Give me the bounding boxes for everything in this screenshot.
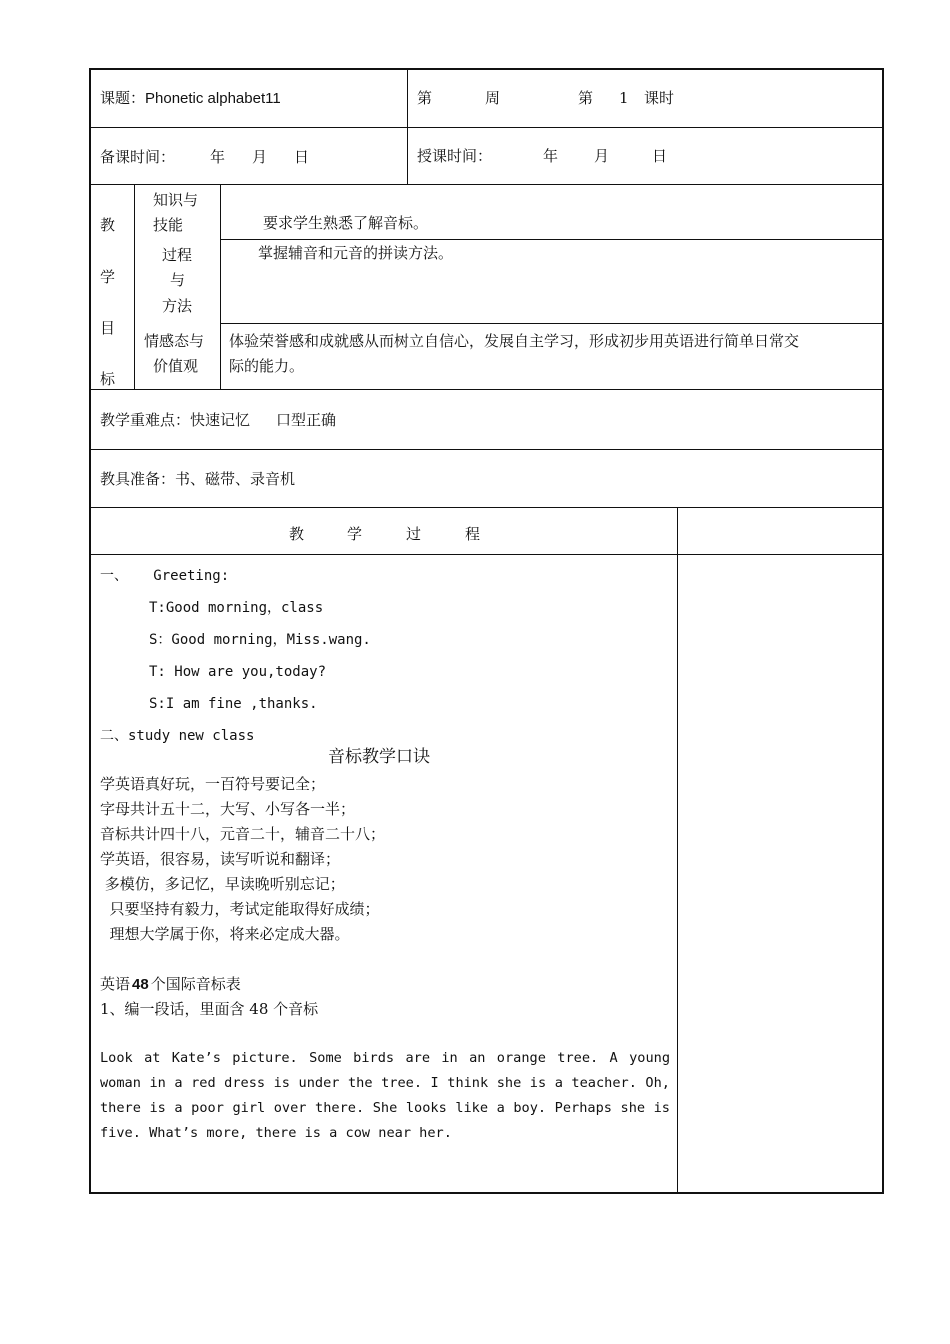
- row-divider: [91, 127, 882, 128]
- col-divider: [134, 184, 135, 389]
- teach-month: 月: [594, 147, 610, 165]
- practice-passage: Look at Kate’s picture. Some birds are in an orange tree. A young woman in a red dress is under the tree. I think she is a teacher. Oh, there is a poor girl over there. She looks like a boy. Perhaps she is five. What’s more, there is a cow near her.: [100, 1050, 670, 1141]
- row-divider: [220, 323, 882, 324]
- prep-year: 年: [210, 148, 226, 166]
- objective-label: 与: [170, 271, 186, 289]
- dialogue-line: S:I am fine ,thanks.: [149, 696, 318, 712]
- topic-value: Phonetic alphabet11: [145, 90, 281, 107]
- prep-month: 月: [252, 148, 268, 166]
- topic-field: [100, 91, 281, 106]
- phonetic-title-number: 48: [132, 976, 149, 993]
- task-line: 1、编一段话，里面含 48 个音标: [100, 1000, 319, 1018]
- objective-label: 方法: [162, 297, 193, 315]
- phonetic-title-prefix: 英语: [100, 975, 131, 993]
- prep-time-label: 备课时间：: [100, 148, 176, 166]
- objective-label: 技能: [153, 216, 184, 234]
- rhyme-line: 理想大学属于你，将来必定成大器。: [100, 925, 350, 943]
- rhyme-line: 音标共计四十八，元音二十，辅音二十八；: [100, 825, 386, 843]
- materials-label: 教具准备：: [100, 470, 176, 488]
- col-divider: [220, 184, 221, 389]
- objectives-side-char: 教: [100, 216, 116, 234]
- phonetic-title-suffix: 个国际音标表: [150, 975, 241, 993]
- rhyme-title: 音标教学口诀: [328, 747, 430, 767]
- rhyme-line: 多模仿，多记忆，早读晚听别忘记；: [100, 875, 345, 893]
- topic-label: 课题：: [100, 89, 146, 107]
- lesson-label: 课时: [644, 89, 675, 107]
- lesson-plan-table: [89, 68, 884, 1194]
- process-title-char: 教: [289, 525, 305, 543]
- materials-value: 书、磁带、录音机: [175, 470, 296, 488]
- key-point-item: 快速记忆: [190, 411, 251, 429]
- objective-label: 情感态与: [144, 332, 205, 350]
- objectives-side-char: 目: [100, 319, 116, 337]
- objective-content: 要求学生熟悉了解音标。: [263, 214, 429, 232]
- teach-day: 日: [652, 147, 668, 165]
- objective-label: 过程: [162, 246, 193, 264]
- lesson-number: 1: [619, 89, 629, 107]
- lesson-prefix: 第: [578, 89, 594, 107]
- key-point-item: 口型正确: [276, 411, 337, 429]
- teach-year: 年: [543, 147, 559, 165]
- prep-day: 日: [294, 148, 310, 166]
- process-title-char: 程: [465, 525, 481, 543]
- objective-content: 掌握辅音和元音的拼读方法。: [258, 244, 454, 262]
- row-divider: [91, 507, 882, 508]
- objectives-side-char: 学: [100, 268, 116, 286]
- row-divider: [91, 449, 882, 450]
- week-label: 周: [485, 89, 501, 107]
- objective-content: 体验荣誉感和成就感从而树立自信心，发展自主学习，形成初步用英语进行简单日常交: [229, 332, 800, 350]
- key-points: [100, 413, 336, 428]
- rhyme-line: 学英语真好玩，一百符号要记全；: [100, 775, 326, 793]
- key-points-label: 教学重难点：: [100, 411, 191, 429]
- row-divider: [91, 184, 882, 185]
- rhyme-line: 学英语，很容易，读写听说和翻译；: [100, 850, 341, 868]
- rhyme-line: 字母共计五十二，大写、小写各一半；: [100, 800, 356, 818]
- dialogue-line: T: How are you,today?: [149, 664, 327, 680]
- dialogue-line: S：Good morning，Miss.wang.: [149, 632, 371, 648]
- objective-label: 知识与: [153, 191, 199, 209]
- process-title-char: 过: [406, 525, 422, 543]
- row-divider: [91, 554, 882, 555]
- dialogue-heading: 一、 Greeting:: [100, 568, 230, 584]
- col-divider: [677, 507, 678, 1194]
- rhyme-line: 只要坚持有毅力，考试定能取得好成绩；: [100, 900, 380, 918]
- objectives-side-char: 标: [100, 370, 116, 388]
- teach-time-label: 授课时间：: [417, 147, 493, 165]
- row-divider: [91, 389, 882, 390]
- objective-content: 际的能力。: [229, 357, 305, 375]
- col-divider: [407, 70, 408, 184]
- dialogue-line: T:Good morning，class: [149, 600, 324, 616]
- objective-label: 价值观: [153, 357, 199, 375]
- materials: [100, 472, 295, 487]
- process-title-char: 学: [347, 525, 363, 543]
- row-divider: [220, 239, 882, 240]
- phonetic-table-title: [100, 977, 241, 992]
- week-prefix: 第: [417, 89, 433, 107]
- section-heading: 二、study new class: [100, 728, 255, 744]
